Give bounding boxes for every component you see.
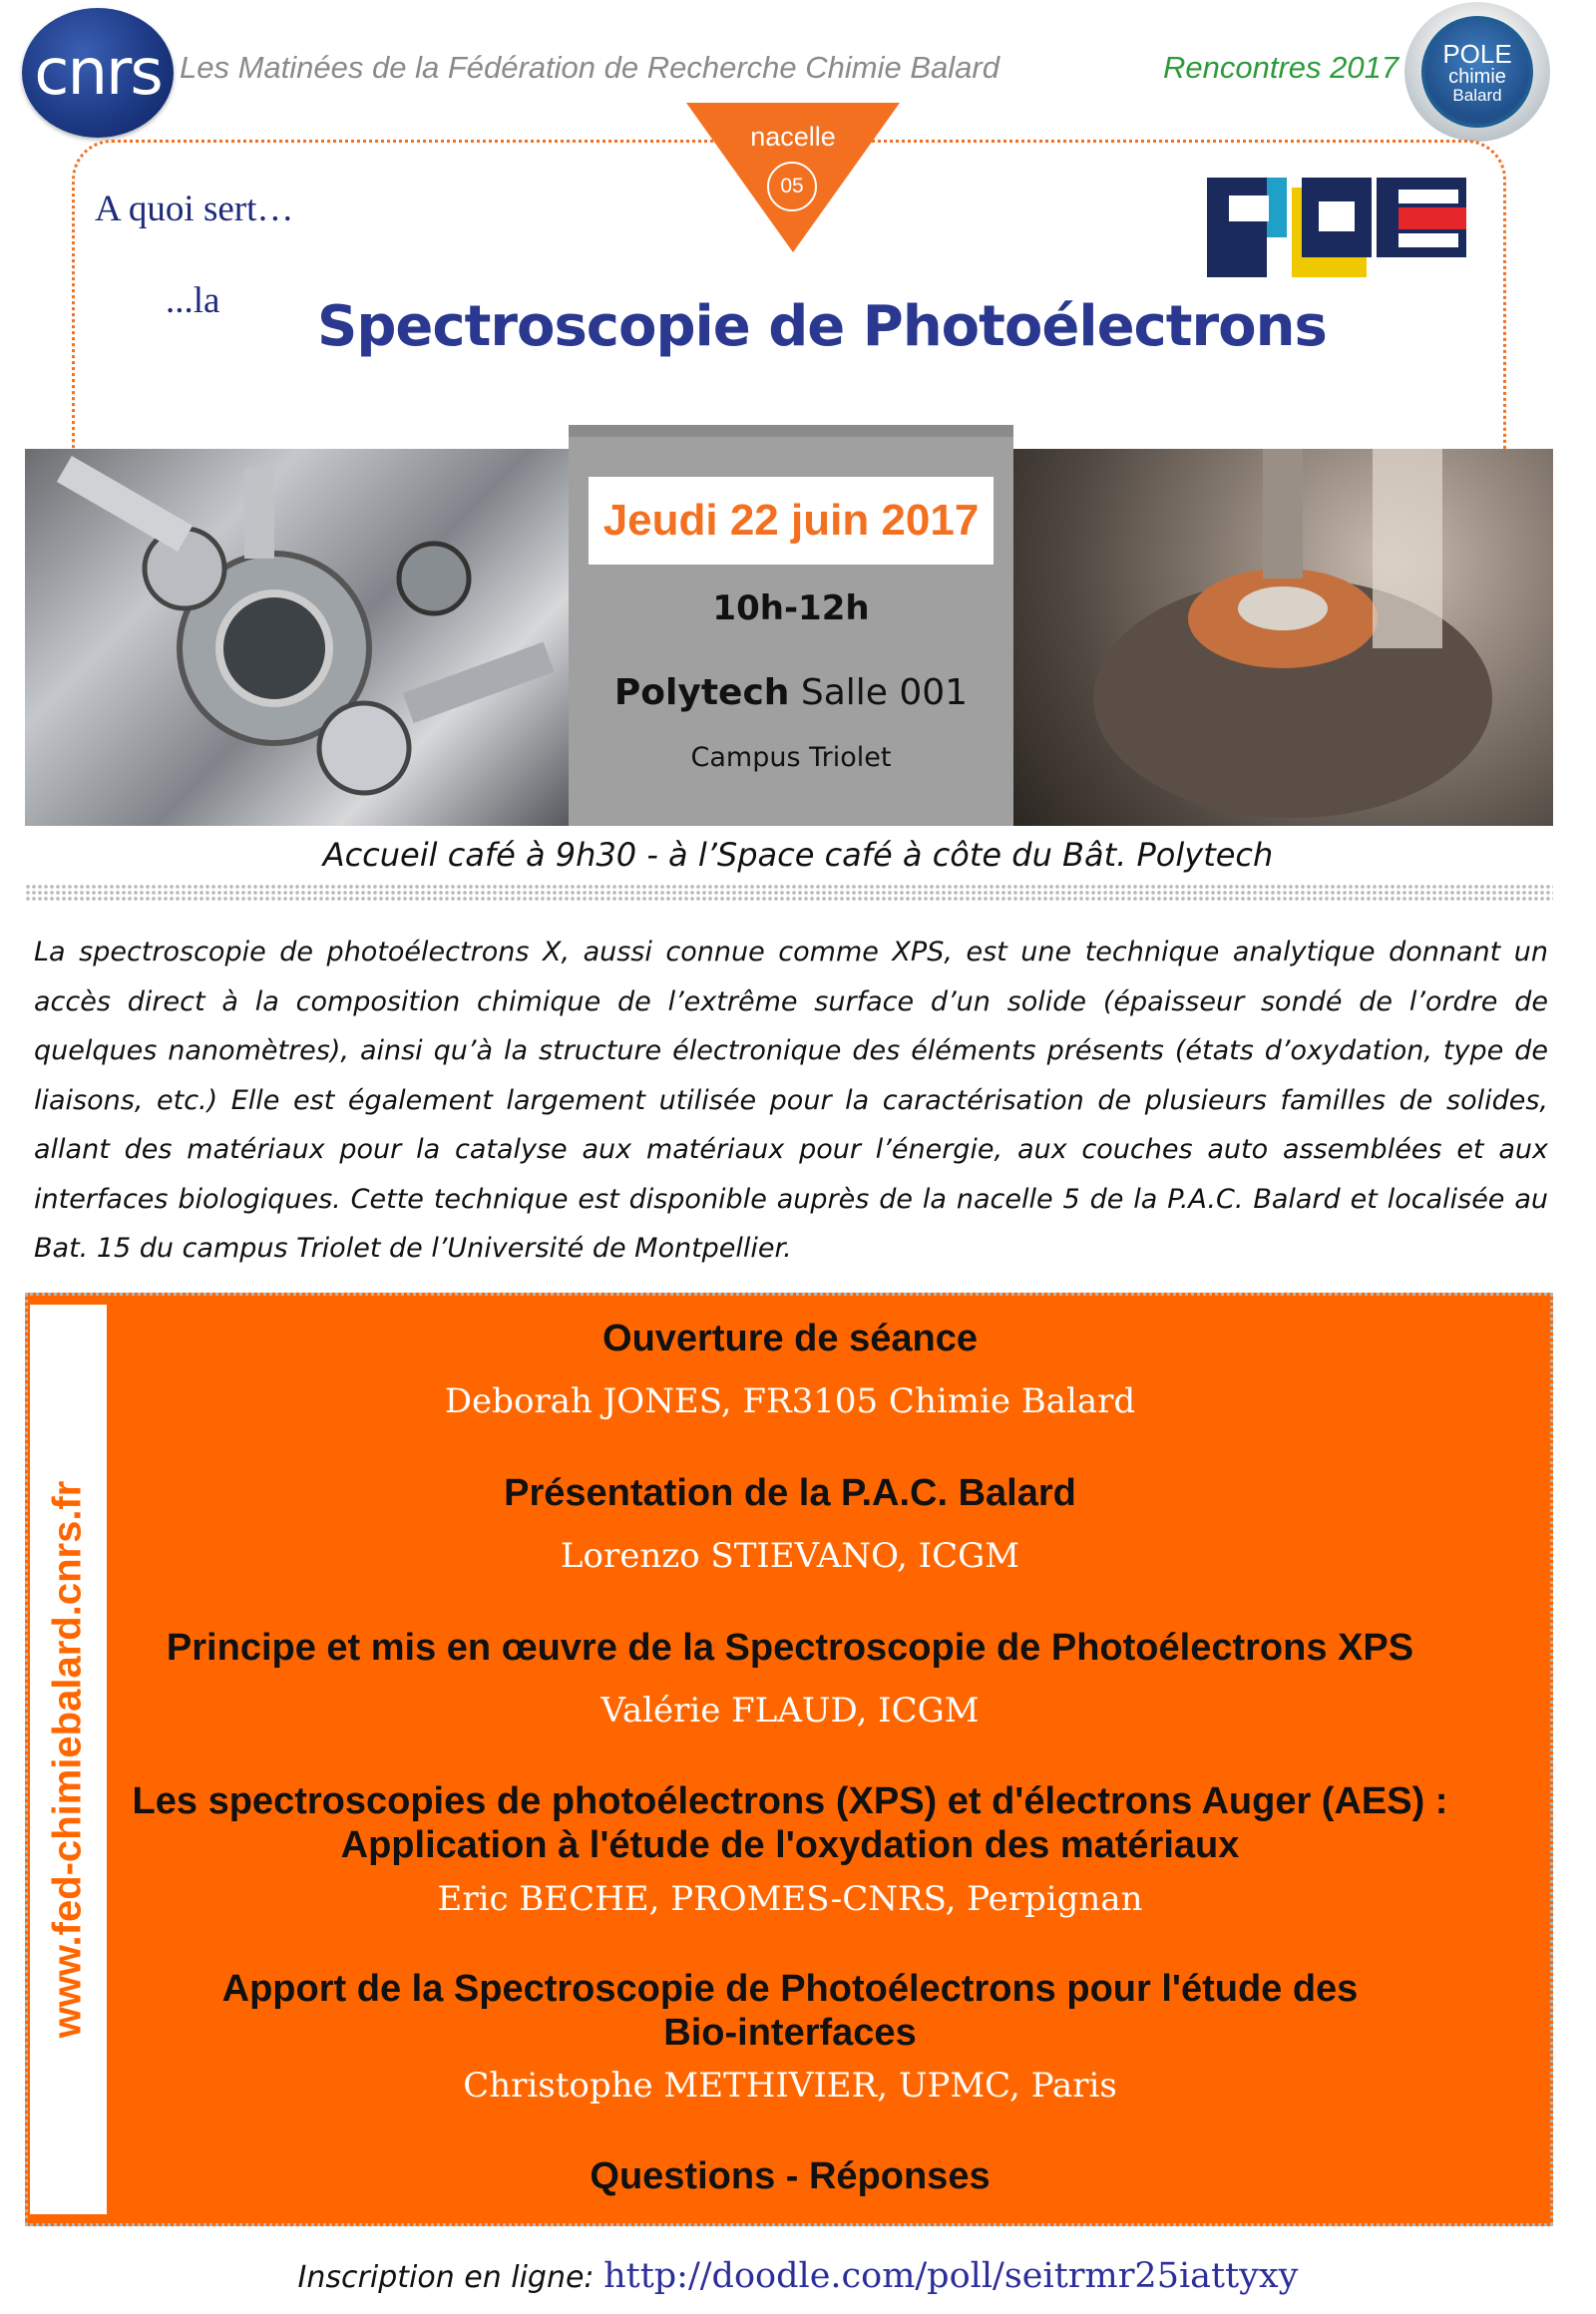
registration-label: Inscription en ligne: xyxy=(297,2260,604,2295)
header-title: Les Matinées de la Fédération de Recherche Chimie Balard xyxy=(180,50,999,85)
header-year: Rencontres 2017 xyxy=(1163,50,1399,85)
event-place-room: Salle 001 xyxy=(789,672,969,713)
pole-chimie-balard-logo xyxy=(1404,2,1550,142)
event-place-building: Polytech xyxy=(613,672,790,713)
pole-logo-line2: chimie xyxy=(1448,65,1506,88)
event-campus: Campus Triolet xyxy=(690,742,892,773)
talk-title-3: Principe et mis en œuvre de la Spectroscopie de Photoélectrons XPS xyxy=(166,1627,1414,1669)
photo-xps-apparatus xyxy=(25,449,569,826)
description-paragraph: La spectroscopie de photoélectrons X, aussi connue comme XPS, est une technique analytique donnant un accès direct à la composition chimique de l’extrême surface d’un solide (épaisseur sondé de l’ordre de quelques nanomètres), ainsi qu’à la structure électronique des éléments présents (états d’oxydation, type de liaisons, etc.) Elle est également largement utilisée pour la caractérisation de plusieurs familles de solides, allant des matériaux pour la catalyse aux matériaux pour l’énergie, aux couches auto assemblées et aux interfaces biologiques. Cette technique est disponible auprès de la nacelle 5 de la P.A.C. Balard et localisée au Bat. 15 du campus Triolet de l’Université de Montpellier. xyxy=(34,937,1548,1264)
talk-title-4: Les spectroscopies de photoélectrons (XPS) et d'électrons Auger (AES) : Application à l'étude de l'oxydation des matériaux xyxy=(132,1780,1448,1866)
talk-speaker-2: Lorenzo STIEVANO, ICGM xyxy=(560,1536,1020,1576)
nacelle-label: nacelle xyxy=(750,122,836,152)
talk-speaker-1: Deborah JONES, FR3105 Chimie Balard xyxy=(444,1381,1136,1421)
page-title: Spectroscopie de Photoélectrons xyxy=(317,294,1327,359)
event-date: Jeudi 22 juin 2017 xyxy=(602,496,980,545)
talk-speaker-3: Valérie FLAUD, ICGM xyxy=(600,1691,980,1731)
cnrs-logo-text: cnrs xyxy=(34,36,162,110)
registration-line xyxy=(0,2256,1596,2296)
talk-title-5: Apport de la Spectroscopie de Photoélectrons pour l'étude des Bio-interfaces xyxy=(221,1968,1359,2054)
pac-logo xyxy=(1207,178,1466,277)
talk-title-6: Questions - Réponses xyxy=(590,2155,991,2197)
event-date-box xyxy=(589,477,994,565)
photo-sample-holder xyxy=(1013,449,1553,826)
talk-speaker-5: Christophe METHIVIER, UPMC, Paris xyxy=(463,2066,1117,2106)
registration-link[interactable]: http://doodle.com/poll/seitrmr25iattyxy xyxy=(603,2256,1299,2296)
cnrs-logo xyxy=(22,8,174,138)
pole-logo-line1: POLE xyxy=(1442,38,1512,69)
welcome-coffee-note: Accueil café à 9h30 - à l’Space café à côte du Bât. Polytech xyxy=(322,836,1274,874)
pole-logo-line3: Balard xyxy=(1452,85,1502,105)
intro-la: ...la xyxy=(166,280,220,321)
talk-title-1: Ouverture de séance xyxy=(602,1318,978,1359)
event-time: 10h-12h xyxy=(712,588,870,628)
side-url[interactable]: www.fed-chimiebalard.cnrs.fr xyxy=(45,1480,90,2039)
talk-speaker-4: Eric BECHE, PROMES-CNRS, Perpignan xyxy=(437,1879,1143,1919)
nacelle-number: 05 xyxy=(767,162,817,211)
intro-question: A quoi sert… xyxy=(95,189,294,229)
event-place xyxy=(569,672,1013,713)
talk-title-2: Présentation de la P.A.C. Balard xyxy=(504,1472,1076,1514)
dotted-separator xyxy=(25,884,1553,902)
